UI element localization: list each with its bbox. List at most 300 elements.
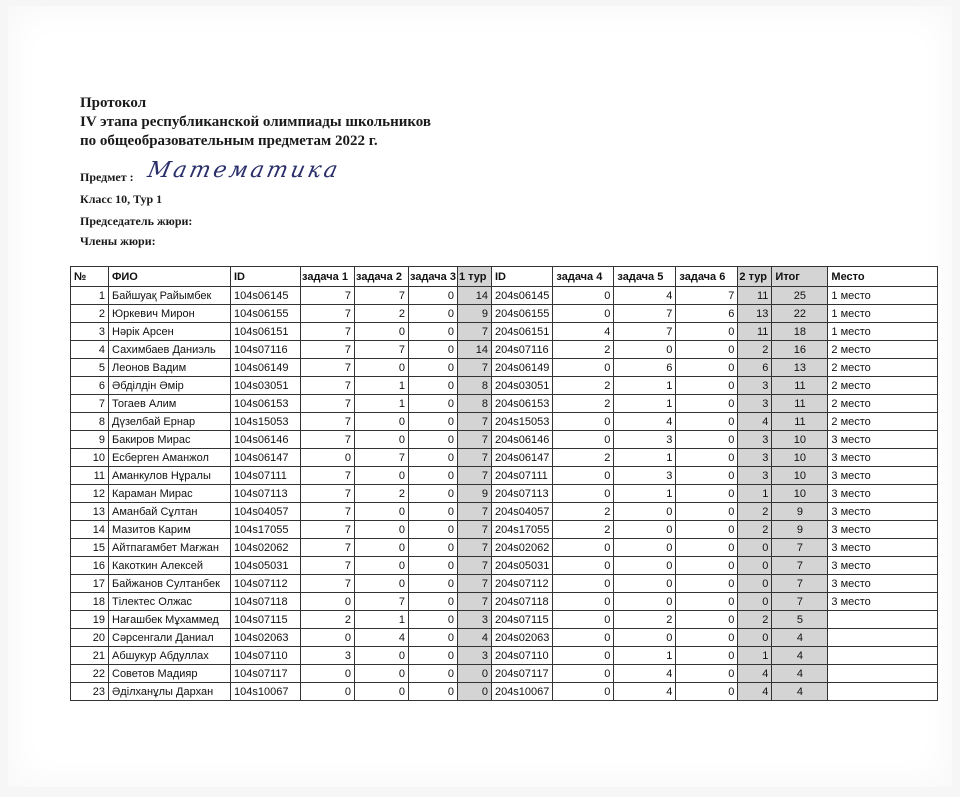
cell-task6: 0: [676, 467, 738, 485]
cell-number: 21: [71, 647, 109, 665]
table-row: [71, 647, 938, 665]
cell-place: 2 место: [828, 395, 938, 413]
cell-task1: 2: [301, 611, 355, 629]
cell-tour2-total: 0: [738, 629, 772, 647]
cell-task3: 0: [409, 485, 458, 503]
cell-task3: 0: [409, 449, 458, 467]
cell-task6: 0: [676, 575, 738, 593]
cell-task5: 3: [614, 431, 676, 449]
cell-name: Сәрсенгали Даниал: [109, 629, 231, 647]
cell-tour2-total: 2: [738, 503, 772, 521]
cell-id-tour2: 204s06151: [491, 323, 552, 341]
cell-total: 4: [772, 665, 828, 683]
cell-task6: 0: [676, 665, 738, 683]
cell-task3: 0: [409, 539, 458, 557]
cell-task5: 4: [614, 683, 676, 701]
cell-task6: 0: [676, 323, 738, 341]
cell-name: Байжанов Султанбек: [109, 575, 231, 593]
cell-task4: 0: [553, 557, 614, 575]
cell-tour1-total: 7: [457, 557, 491, 575]
cell-tour2-total: 13: [738, 305, 772, 323]
cell-task5: 4: [614, 413, 676, 431]
cell-task4: 2: [553, 377, 614, 395]
cell-tour2-total: 6: [738, 359, 772, 377]
cell-name: Нағашбек Мұхаммед: [109, 611, 231, 629]
cell-id-tour1: 104s06153: [231, 395, 301, 413]
cell-task6: 0: [676, 683, 738, 701]
cell-place: 2 место: [828, 341, 938, 359]
cell-task5: 3: [614, 467, 676, 485]
cell-task3: 0: [409, 323, 458, 341]
cell-name: Нәрік Арсен: [109, 323, 231, 341]
cell-name: Тогаев Алим: [109, 395, 231, 413]
cell-number: 5: [71, 359, 109, 377]
table-row: [71, 287, 938, 305]
cell-number: 11: [71, 467, 109, 485]
cell-task4: 0: [553, 359, 614, 377]
col-header-id-tour2: ID: [491, 267, 552, 287]
cell-task5: 0: [614, 629, 676, 647]
cell-task3: 0: [409, 431, 458, 449]
cell-tour2-total: 11: [738, 323, 772, 341]
cell-id-tour1: 104s07111: [231, 467, 301, 485]
cell-task4: 2: [553, 449, 614, 467]
cell-name: Сахимбаев Даниэль: [109, 341, 231, 359]
cell-place: 3 место: [828, 449, 938, 467]
cell-tour1-total: 8: [457, 395, 491, 413]
cell-task1: 0: [301, 593, 355, 611]
cell-tour2-total: 3: [738, 449, 772, 467]
cell-total: 10: [772, 467, 828, 485]
cell-number: 14: [71, 521, 109, 539]
cell-task1: 0: [301, 449, 355, 467]
cell-task2: 2: [355, 485, 409, 503]
cell-name: Абшукур Абдуллах: [109, 647, 231, 665]
cell-tour1-total: 4: [457, 629, 491, 647]
table-row: [71, 341, 938, 359]
col-header-tour1-total: 1 тур: [457, 267, 491, 287]
cell-task4: 0: [553, 647, 614, 665]
cell-task6: 0: [676, 449, 738, 467]
cell-place: 3 место: [828, 539, 938, 557]
table-row: [71, 323, 938, 341]
cell-name: Тілектес Олжас: [109, 593, 231, 611]
cell-number: 7: [71, 395, 109, 413]
cell-id-tour1: 104s04057: [231, 503, 301, 521]
cell-task5: 4: [614, 287, 676, 305]
cell-name: Юркевич Мирон: [109, 305, 231, 323]
cell-task3: 0: [409, 395, 458, 413]
cell-task4: 0: [553, 485, 614, 503]
results-table: [70, 266, 938, 701]
table-row: [71, 431, 938, 449]
class-tour-line: Класс 10, Тур 1: [80, 192, 163, 206]
cell-name: Айтпагамбет Мағжан: [109, 539, 231, 557]
cell-task3: 0: [409, 683, 458, 701]
cell-id-tour2: 204s02062: [491, 539, 552, 557]
cell-tour2-total: 2: [738, 611, 772, 629]
cell-task6: 0: [676, 593, 738, 611]
cell-id-tour2: 204s15053: [491, 413, 552, 431]
cell-task1: 7: [301, 413, 355, 431]
cell-number: 8: [71, 413, 109, 431]
cell-total: 10: [772, 485, 828, 503]
cell-task1: 7: [301, 503, 355, 521]
cell-total: 11: [772, 395, 828, 413]
cell-task3: 0: [409, 557, 458, 575]
col-header-id-tour1: ID: [231, 267, 301, 287]
cell-total: 13: [772, 359, 828, 377]
cell-id-tour1: 104s07118: [231, 593, 301, 611]
cell-task2: 0: [355, 431, 409, 449]
cell-id-tour1: 104s06146: [231, 431, 301, 449]
table-row: [71, 611, 938, 629]
cell-tour1-total: 7: [457, 521, 491, 539]
cell-task1: 7: [301, 467, 355, 485]
cell-id-tour2: 204s06146: [491, 431, 552, 449]
cell-task1: 7: [301, 287, 355, 305]
cell-place: 3 место: [828, 521, 938, 539]
cell-task5: 1: [614, 647, 676, 665]
cell-tour1-total: 9: [457, 485, 491, 503]
cell-task5: 0: [614, 503, 676, 521]
table-row: [71, 593, 938, 611]
table-row: [71, 503, 938, 521]
cell-id-tour2: 204s06145: [491, 287, 552, 305]
cell-task5: 7: [614, 305, 676, 323]
cell-task1: 7: [301, 539, 355, 557]
table-row: [71, 395, 938, 413]
cell-id-tour2: 204s06147: [491, 449, 552, 467]
cell-tour2-total: 3: [738, 395, 772, 413]
cell-task2: 7: [355, 341, 409, 359]
cell-number: 23: [71, 683, 109, 701]
col-header-name: ФИО: [109, 267, 231, 287]
cell-task2: 1: [355, 395, 409, 413]
cell-task1: 7: [301, 521, 355, 539]
col-header-task4: задача 4: [553, 267, 614, 287]
cell-task2: 1: [355, 611, 409, 629]
header-line-1: Протокол: [80, 95, 147, 111]
cell-number: 20: [71, 629, 109, 647]
cell-task4: 2: [553, 521, 614, 539]
cell-task4: 0: [553, 611, 614, 629]
cell-place: 1 место: [828, 305, 938, 323]
cell-number: 19: [71, 611, 109, 629]
cell-task5: 7: [614, 323, 676, 341]
cell-task4: 2: [553, 341, 614, 359]
cell-total: 9: [772, 503, 828, 521]
cell-id-tour1: 104s02062: [231, 539, 301, 557]
cell-task3: 0: [409, 413, 458, 431]
cell-task5: 0: [614, 521, 676, 539]
cell-task5: 0: [614, 575, 676, 593]
cell-task3: 0: [409, 359, 458, 377]
cell-number: 1: [71, 287, 109, 305]
cell-task6: 0: [676, 359, 738, 377]
cell-tour1-total: 3: [457, 647, 491, 665]
cell-task1: 7: [301, 557, 355, 575]
cell-id-tour2: 204s06149: [491, 359, 552, 377]
cell-name: Аманбай Сұлтан: [109, 503, 231, 521]
cell-task4: 0: [553, 287, 614, 305]
cell-task5: 1: [614, 377, 676, 395]
table-header-row: [71, 267, 938, 287]
cell-task4: 2: [553, 395, 614, 413]
cell-name: Советов Мадияр: [109, 665, 231, 683]
cell-total: 11: [772, 377, 828, 395]
cell-task5: 1: [614, 449, 676, 467]
col-header-tour2-total: 2 тур: [738, 267, 772, 287]
header-line-3: по общеобразовательным предметам 2022 г.: [80, 133, 378, 149]
cell-place: 2 место: [828, 413, 938, 431]
cell-task1: 7: [301, 395, 355, 413]
cell-task4: 0: [553, 413, 614, 431]
cell-task4: 0: [553, 575, 614, 593]
cell-tour1-total: 7: [457, 359, 491, 377]
cell-task2: 0: [355, 521, 409, 539]
cell-task2: 0: [355, 323, 409, 341]
cell-place: [828, 665, 938, 683]
cell-id-tour1: 104s03051: [231, 377, 301, 395]
cell-number: 17: [71, 575, 109, 593]
cell-id-tour1: 104s17055: [231, 521, 301, 539]
cell-task3: 0: [409, 611, 458, 629]
cell-task6: 0: [676, 629, 738, 647]
cell-id-tour2: 204s07112: [491, 575, 552, 593]
cell-task4: 0: [553, 683, 614, 701]
col-header-task3: задача 3: [409, 267, 458, 287]
cell-task2: 0: [355, 539, 409, 557]
cell-name: Караман Мирас: [109, 485, 231, 503]
cell-total: 10: [772, 431, 828, 449]
cell-task3: 0: [409, 647, 458, 665]
cell-task2: 0: [355, 359, 409, 377]
cell-total: 4: [772, 647, 828, 665]
col-header-task6: задача 6: [676, 267, 738, 287]
cell-tour2-total: 1: [738, 485, 772, 503]
cell-place: [828, 647, 938, 665]
cell-id-tour2: 204s17055: [491, 521, 552, 539]
table-row: [71, 485, 938, 503]
cell-place: 2 место: [828, 377, 938, 395]
cell-task6: 0: [676, 377, 738, 395]
table-row: [71, 359, 938, 377]
table-row: [71, 449, 938, 467]
col-header-task1: задача 1: [301, 267, 355, 287]
table-row: [71, 521, 938, 539]
cell-id-tour2: 204s02063: [491, 629, 552, 647]
cell-number: 4: [71, 341, 109, 359]
cell-id-tour1: 104s06147: [231, 449, 301, 467]
table-body: [71, 287, 938, 701]
cell-task4: 0: [553, 593, 614, 611]
cell-tour1-total: 3: [457, 611, 491, 629]
cell-tour1-total: 7: [457, 323, 491, 341]
cell-place: 1 место: [828, 323, 938, 341]
cell-total: 7: [772, 575, 828, 593]
cell-name: Мазитов Карим: [109, 521, 231, 539]
cell-id-tour2: 204s03051: [491, 377, 552, 395]
cell-name: Есберген Аманжол: [109, 449, 231, 467]
cell-total: 16: [772, 341, 828, 359]
cell-task6: 0: [676, 431, 738, 449]
cell-task2: 0: [355, 575, 409, 593]
cell-tour2-total: 2: [738, 341, 772, 359]
cell-number: 16: [71, 557, 109, 575]
cell-task5: 2: [614, 611, 676, 629]
cell-task3: 0: [409, 503, 458, 521]
cell-tour1-total: 7: [457, 431, 491, 449]
cell-task6: 0: [676, 557, 738, 575]
cell-total: 4: [772, 683, 828, 701]
cell-id-tour1: 104s06155: [231, 305, 301, 323]
cell-task6: 0: [676, 413, 738, 431]
cell-task5: 1: [614, 485, 676, 503]
cell-task2: 0: [355, 683, 409, 701]
cell-task4: 0: [553, 539, 614, 557]
cell-total: 11: [772, 413, 828, 431]
cell-task2: 4: [355, 629, 409, 647]
cell-task3: 0: [409, 629, 458, 647]
cell-id-tour1: 104s06151: [231, 323, 301, 341]
cell-task2: 2: [355, 305, 409, 323]
cell-task2: 0: [355, 467, 409, 485]
subject-label: Предмет :: [80, 170, 134, 184]
cell-total: 9: [772, 521, 828, 539]
cell-task3: 0: [409, 575, 458, 593]
cell-task2: 0: [355, 413, 409, 431]
col-header-task2: задача 2: [355, 267, 409, 287]
table-row: [71, 557, 938, 575]
cell-task2: 7: [355, 287, 409, 305]
cell-name: Какоткин Алексей: [109, 557, 231, 575]
cell-task6: 0: [676, 395, 738, 413]
cell-tour1-total: 7: [457, 503, 491, 521]
cell-task6: 0: [676, 647, 738, 665]
cell-tour1-total: 8: [457, 377, 491, 395]
cell-task6: 7: [676, 287, 738, 305]
cell-total: 7: [772, 593, 828, 611]
cell-tour2-total: 0: [738, 539, 772, 557]
cell-task6: 0: [676, 611, 738, 629]
cell-tour2-total: 3: [738, 467, 772, 485]
cell-id-tour2: 204s07115: [491, 611, 552, 629]
cell-total: 7: [772, 557, 828, 575]
cell-tour2-total: 3: [738, 431, 772, 449]
cell-task1: 7: [301, 359, 355, 377]
cell-place: 1 место: [828, 287, 938, 305]
cell-task4: 0: [553, 305, 614, 323]
cell-number: 12: [71, 485, 109, 503]
cell-task5: 4: [614, 665, 676, 683]
cell-id-tour2: 204s06153: [491, 395, 552, 413]
cell-task5: 6: [614, 359, 676, 377]
table-row: [71, 629, 938, 647]
cell-total: 4: [772, 629, 828, 647]
cell-number: 18: [71, 593, 109, 611]
cell-task6: 0: [676, 485, 738, 503]
cell-task2: 0: [355, 665, 409, 683]
cell-id-tour1: 104s07112: [231, 575, 301, 593]
cell-tour2-total: 2: [738, 521, 772, 539]
cell-id-tour2: 204s07117: [491, 665, 552, 683]
cell-task2: 0: [355, 647, 409, 665]
cell-tour2-total: 4: [738, 665, 772, 683]
jury-chair-label: Председатель жюри:: [80, 214, 193, 228]
cell-tour2-total: 0: [738, 593, 772, 611]
cell-task6: 0: [676, 341, 738, 359]
cell-id-tour2: 204s07111: [491, 467, 552, 485]
cell-id-tour1: 104s15053: [231, 413, 301, 431]
cell-task6: 0: [676, 503, 738, 521]
cell-tour1-total: 7: [457, 449, 491, 467]
cell-task3: 0: [409, 467, 458, 485]
cell-task1: 7: [301, 305, 355, 323]
cell-id-tour2: 204s07116: [491, 341, 552, 359]
cell-task4: 0: [553, 467, 614, 485]
cell-total: 25: [772, 287, 828, 305]
cell-id-tour1: 104s07117: [231, 665, 301, 683]
cell-tour2-total: 3: [738, 377, 772, 395]
cell-id-tour2: 204s04057: [491, 503, 552, 521]
header-line-2: IV этапа республиканской олимпиады школьников: [80, 114, 432, 130]
cell-name: Байшуақ Райымбек: [109, 287, 231, 305]
cell-id-tour1: 104s07116: [231, 341, 301, 359]
cell-place: [828, 611, 938, 629]
cell-tour1-total: 7: [457, 467, 491, 485]
cell-place: [828, 683, 938, 701]
table-row: [71, 665, 938, 683]
cell-number: 6: [71, 377, 109, 395]
cell-number: 10: [71, 449, 109, 467]
cell-number: 2: [71, 305, 109, 323]
cell-place: 3 место: [828, 503, 938, 521]
cell-id-tour1: 104s07110: [231, 647, 301, 665]
cell-place: 3 место: [828, 593, 938, 611]
jury-members-label: Члены жюри:: [80, 234, 156, 248]
table-row: [71, 683, 938, 701]
cell-task4: 0: [553, 665, 614, 683]
cell-total: 22: [772, 305, 828, 323]
cell-task3: 0: [409, 377, 458, 395]
protocol-sheet: [8, 6, 952, 787]
cell-task1: 0: [301, 665, 355, 683]
table-row: [71, 539, 938, 557]
cell-id-tour2: 204s07110: [491, 647, 552, 665]
cell-tour1-total: 14: [457, 341, 491, 359]
cell-tour1-total: 0: [457, 665, 491, 683]
cell-total: 18: [772, 323, 828, 341]
cell-id-tour1: 104s06149: [231, 359, 301, 377]
cell-total: 10: [772, 449, 828, 467]
cell-id-tour1: 104s05031: [231, 557, 301, 575]
cell-tour1-total: 0: [457, 683, 491, 701]
cell-task5: 0: [614, 593, 676, 611]
cell-tour1-total: 14: [457, 287, 491, 305]
cell-total: 5: [772, 611, 828, 629]
cell-number: 3: [71, 323, 109, 341]
col-header-total: Итог: [772, 267, 828, 287]
cell-task6: 0: [676, 521, 738, 539]
cell-task3: 0: [409, 665, 458, 683]
cell-task1: 0: [301, 629, 355, 647]
cell-task3: 0: [409, 521, 458, 539]
cell-task1: 7: [301, 377, 355, 395]
col-header-number: №: [71, 267, 109, 287]
cell-place: 3 место: [828, 575, 938, 593]
cell-number: 9: [71, 431, 109, 449]
